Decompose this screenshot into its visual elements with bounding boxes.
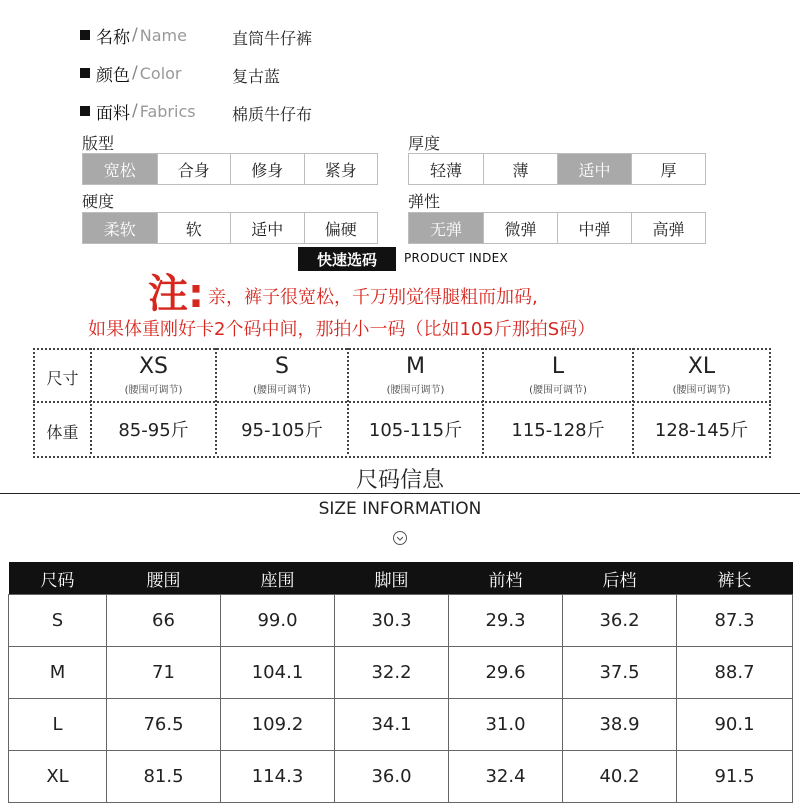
column-header: 后档 bbox=[563, 562, 677, 595]
waist-adjustable-note: (腰围可调节) bbox=[253, 385, 311, 396]
info-value-name: 直筒牛仔裤 bbox=[232, 29, 313, 48]
info-value-color: 复古蓝 bbox=[232, 67, 281, 86]
table-cell: 109.2 bbox=[221, 699, 335, 751]
attribute-option: 适中 bbox=[557, 154, 631, 184]
table-cell: 66 bbox=[107, 595, 221, 647]
column-header: 裤长 bbox=[677, 562, 793, 595]
waist-adjustable-note: (腰围可调节) bbox=[124, 385, 183, 396]
table-row bbox=[9, 595, 793, 647]
info-label-cn: 颜色 bbox=[96, 65, 130, 86]
info-row-fabrics: 面料 / Fabrics bbox=[80, 96, 196, 126]
table-cell: 37.5 bbox=[563, 647, 677, 699]
attribute-option: 紧身 bbox=[304, 154, 378, 184]
table-divider bbox=[33, 401, 771, 403]
info-label-cn: 面料 bbox=[96, 103, 130, 124]
attribute-option: 偏硬 bbox=[304, 213, 378, 243]
column-header: 尺码 bbox=[9, 562, 107, 595]
info-label-en: Color bbox=[139, 63, 182, 83]
attribute-option: 无弹 bbox=[409, 213, 483, 243]
attribute-option: 厚 bbox=[631, 154, 705, 184]
table-cell: 71 bbox=[107, 647, 221, 699]
table-cell: XL bbox=[9, 751, 107, 803]
attribute-option: 软 bbox=[157, 213, 231, 243]
table-cell: 88.7 bbox=[677, 647, 793, 699]
column-header: 前档 bbox=[449, 562, 563, 595]
size-info-title: 尺码信息 bbox=[355, 468, 444, 493]
fit-selector bbox=[82, 153, 378, 185]
attribute-option: 微弹 bbox=[483, 213, 557, 243]
thickness-selector bbox=[408, 153, 706, 185]
table-divider bbox=[769, 348, 771, 454]
size-info-table bbox=[8, 562, 793, 803]
table-cell: 34.1 bbox=[335, 699, 449, 751]
table-row bbox=[9, 751, 793, 803]
waist-adjustable-note: (腰围可调节) bbox=[529, 385, 587, 396]
attribute-option: 合身 bbox=[157, 154, 231, 184]
table-cell: 38.9 bbox=[563, 699, 677, 751]
weight-range-xs: 85-95斤 bbox=[118, 420, 189, 441]
table-cell: S bbox=[9, 595, 107, 647]
attribute-option: 适中 bbox=[230, 213, 304, 243]
attribute-option: 修身 bbox=[230, 154, 304, 184]
table-cell: 32.2 bbox=[335, 647, 449, 699]
weight-range-m: 105-115斤 bbox=[368, 420, 463, 441]
table-cell: 40.2 bbox=[563, 751, 677, 803]
table-cell: 91.5 bbox=[677, 751, 793, 803]
table-cell: 114.3 bbox=[221, 751, 335, 803]
size-label-xs: XS bbox=[138, 354, 169, 379]
table-cell: 104.1 bbox=[221, 647, 335, 699]
waist-adjustable-note: (腰围可调节) bbox=[386, 385, 445, 396]
note-line-1: 亲，裤子很宽松，千万别觉得腿粗而加码, bbox=[208, 287, 538, 308]
quick-index-label-en: PRODUCT INDEX bbox=[404, 251, 509, 265]
table-row bbox=[9, 699, 793, 751]
weight-range-xl: 128-145斤 bbox=[654, 420, 749, 441]
table-row bbox=[9, 647, 793, 699]
table-cell: M bbox=[9, 647, 107, 699]
table-cell: 31.0 bbox=[449, 699, 563, 751]
info-label-en: Fabrics bbox=[139, 101, 196, 121]
table-cell: 87.3 bbox=[677, 595, 793, 647]
column-header: 腰围 bbox=[107, 562, 221, 595]
table-cell: 90.1 bbox=[677, 699, 793, 751]
table-cell: 30.3 bbox=[335, 595, 449, 647]
note-line-2: 如果体重刚好卡2个码中间，那拍小一码（比如105斤那拍S码） bbox=[88, 319, 596, 340]
hardness-selector bbox=[82, 212, 378, 244]
chevron-down-circle-icon bbox=[392, 530, 408, 546]
attribute-option: 中弹 bbox=[557, 213, 631, 243]
thickness-title: 厚度 bbox=[408, 134, 441, 153]
size-label-xl: XL bbox=[687, 354, 716, 379]
attribute-option: 薄 bbox=[483, 154, 557, 184]
table-cell: 76.5 bbox=[107, 699, 221, 751]
weight-range-s: 95-105斤 bbox=[241, 420, 323, 441]
column-header: 座围 bbox=[221, 562, 335, 595]
size-row-label: 尺寸 bbox=[46, 369, 79, 388]
info-value-fabrics: 棉质牛仔布 bbox=[232, 105, 313, 124]
size-info-divider bbox=[0, 493, 800, 494]
waist-adjustable-note: (腰围可调节) bbox=[672, 385, 731, 396]
table-cell: 81.5 bbox=[107, 751, 221, 803]
info-label-cn: 名称 bbox=[96, 27, 130, 48]
table-cell: 36.0 bbox=[335, 751, 449, 803]
info-row-color: 颜色 / Color bbox=[80, 58, 182, 88]
fit-title: 版型 bbox=[82, 134, 115, 153]
table-cell: 29.3 bbox=[449, 595, 563, 647]
info-label-en: Name bbox=[139, 25, 187, 45]
column-header: 脚围 bbox=[335, 562, 449, 595]
weight-range-l: 115-128斤 bbox=[511, 420, 605, 441]
size-label-s: S bbox=[275, 354, 289, 379]
table-header-row bbox=[9, 562, 793, 595]
note-mark: 注: bbox=[148, 271, 204, 317]
table-cell: 36.2 bbox=[563, 595, 677, 647]
attribute-option: 柔软 bbox=[83, 213, 157, 243]
size-label-m: M bbox=[406, 354, 425, 379]
attribute-option: 轻薄 bbox=[429, 160, 462, 180]
bullet-square-icon bbox=[80, 106, 90, 116]
attribute-option: 高弹 bbox=[631, 213, 705, 243]
attribute-option: 宽松 bbox=[83, 154, 157, 184]
elasticity-title: 弹性 bbox=[408, 192, 441, 211]
weight-row-label: 体重 bbox=[46, 423, 79, 442]
table-cell: 32.4 bbox=[449, 751, 563, 803]
quick-index-label: 快速选码 bbox=[298, 247, 396, 271]
info-row-name: 名称 / Name bbox=[80, 20, 187, 50]
table-cell: 99.0 bbox=[221, 595, 335, 647]
bullet-square-icon bbox=[80, 30, 90, 40]
elasticity-selector bbox=[408, 212, 706, 244]
table-cell: L bbox=[9, 699, 107, 751]
size-label-l: L bbox=[551, 354, 565, 379]
bullet-square-icon bbox=[80, 68, 90, 78]
table-cell: 29.6 bbox=[449, 647, 563, 699]
hardness-title: 硬度 bbox=[82, 192, 115, 211]
size-info-subtitle: SIZE INFORMATION bbox=[318, 499, 482, 519]
